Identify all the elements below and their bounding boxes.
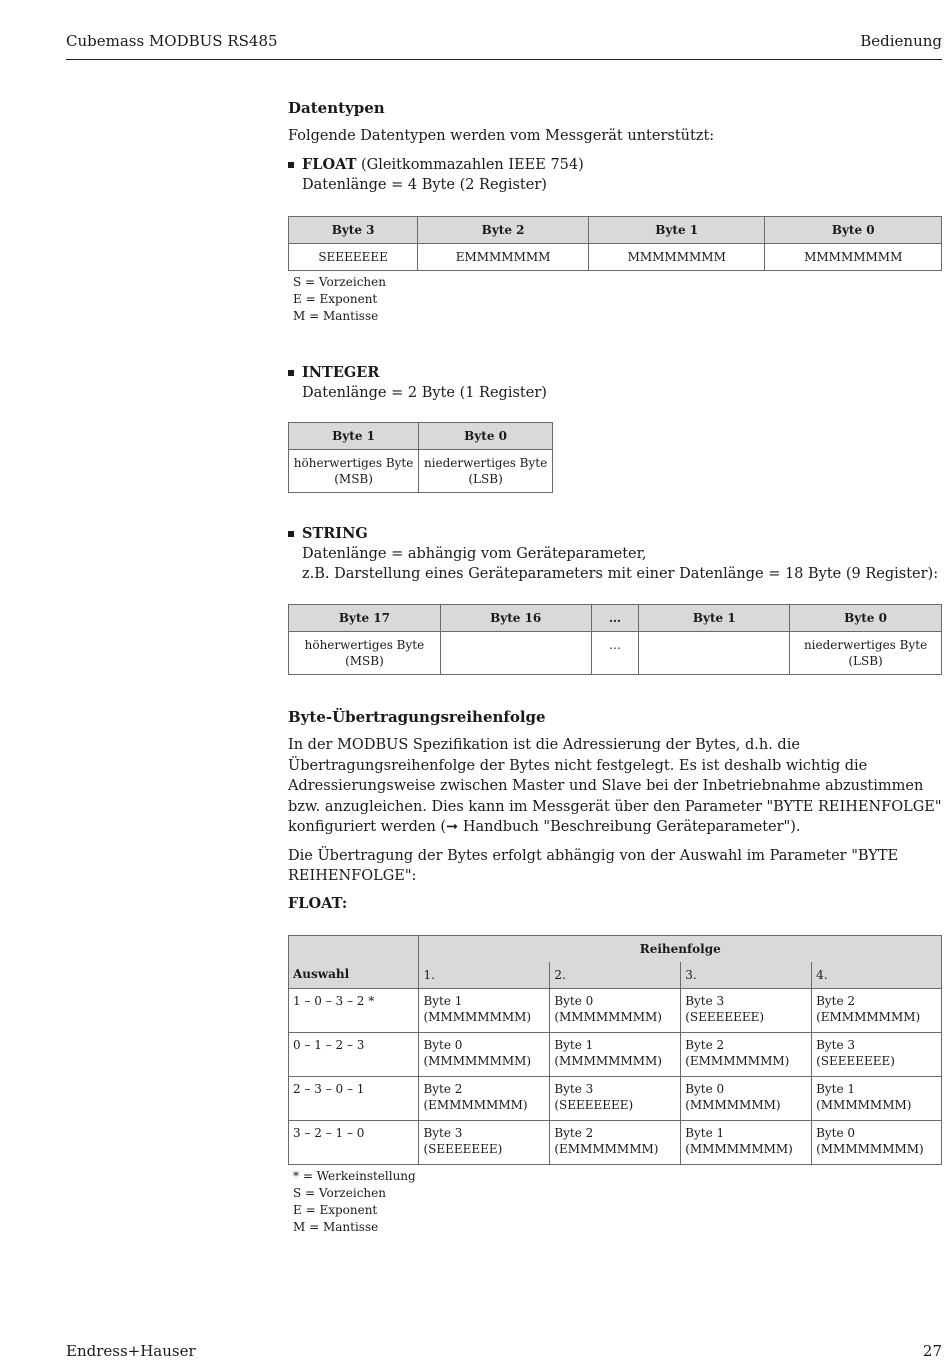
float-value-cell: EMMMMMMM xyxy=(418,244,589,271)
legend-line: S = Vorzeichen xyxy=(293,1185,386,1200)
string-byte-table xyxy=(288,604,942,675)
float-value-cell: MMMMMMMM xyxy=(588,244,765,271)
float-name: FLOAT xyxy=(302,156,357,173)
footer-brand: Endress+Hauser xyxy=(66,1342,196,1360)
table-row xyxy=(289,1076,942,1120)
order-col-header: 2. xyxy=(550,962,681,989)
byte-order-table xyxy=(288,935,942,1165)
order-col-header: 3. xyxy=(681,962,812,989)
table-row xyxy=(289,1120,942,1164)
order-col-header: 4. xyxy=(812,962,942,989)
auswahl-header: Auswahl xyxy=(289,935,419,988)
byteorder-paragraph: In der MODBUS Spezifikation ist die Adressierung der Bytes, d.h. die Übertragungsreihenfolge der Bytes nicht festgelegt. Es ist deshalb wichtig die Adressierungsweise zwischen Master und Slave bei der Inbetriebnahme abzustimmen bzw. anzugleichen. Dies kann im Messgerät über den Parameter "BYTE REIHENFOLGE" konfiguriert werden (➞ Handbuch "Beschreibung Geräteparameter"). xyxy=(288,737,942,835)
integer-value-cell: höherwertiges Byte (MSB) xyxy=(289,450,419,493)
order-cell: Byte 0 (MMMMMMMM) xyxy=(419,1032,550,1076)
string-name: STRING xyxy=(302,525,368,542)
string-value-cell: höherwertiges Byte (MSB) xyxy=(289,632,441,675)
legend-line: M = Mantisse xyxy=(293,309,379,323)
order-cell: Byte 1 (MMMMMMMM) xyxy=(550,1032,681,1076)
main-content xyxy=(288,98,942,1236)
order-cell: Byte 1 (MMMMMMMM) xyxy=(419,988,550,1032)
string-header-cell: Byte 1 xyxy=(639,605,790,632)
auswahl-cell: 2 – 3 – 0 – 1 xyxy=(289,1076,419,1120)
section-title-byteorder: Byte-Übertragungsreihenfolge xyxy=(288,708,546,726)
order-cell: Byte 2 (EMMMMMMM) xyxy=(550,1120,681,1164)
bullet-integer xyxy=(288,363,942,403)
float-subtitle: FLOAT: xyxy=(288,894,348,912)
string-header-cell: Byte 17 xyxy=(289,605,441,632)
integer-header-cell: Byte 0 xyxy=(419,423,553,450)
float-length: Datenlänge = 4 Byte (2 Register) xyxy=(302,177,547,193)
float-header-cell: Byte 2 xyxy=(418,217,589,244)
float-legend xyxy=(288,274,942,325)
order-cell: Byte 3 (SEEEEEEE) xyxy=(419,1120,550,1164)
auswahl-cell: 1 – 0 – 3 – 2 * xyxy=(289,988,419,1032)
integer-header-cell: Byte 1 xyxy=(289,423,419,450)
float-desc: (Gleitkommazahlen IEEE 754) xyxy=(356,157,584,173)
reihenfolge-header: Reihenfolge xyxy=(419,935,942,962)
running-header-section: Bedienung xyxy=(860,32,942,50)
bullet-float xyxy=(288,155,942,195)
order-cell: Byte 0 (MMMMMMMM) xyxy=(550,988,681,1032)
integer-length: Datenlänge = 2 Byte (1 Register) xyxy=(302,385,547,401)
legend-line: E = Exponent xyxy=(293,292,378,306)
legend-line: S = Vorzeichen xyxy=(293,275,386,289)
order-cell: Byte 2 (EMMMMMMM) xyxy=(419,1076,550,1120)
order-cell: Byte 0 (MMMMMMM) xyxy=(681,1076,812,1120)
table-row xyxy=(289,988,942,1032)
auswahl-cell: 0 – 1 – 2 – 3 xyxy=(289,1032,419,1076)
bullet-string xyxy=(288,524,942,584)
float-header-cell: Byte 0 xyxy=(765,217,942,244)
section-title-datentypen: Datentypen xyxy=(288,99,385,117)
table-row xyxy=(289,1032,942,1076)
order-cell: Byte 3 (SEEEEEEE) xyxy=(812,1032,942,1076)
bullet-square-icon xyxy=(288,162,294,168)
integer-byte-table xyxy=(288,422,553,493)
string-value-cell: … xyxy=(591,632,639,675)
legend-line: M = Mantisse xyxy=(293,1219,379,1234)
order-cell: Byte 1 (MMMMMMM) xyxy=(812,1076,942,1120)
integer-name: INTEGER xyxy=(302,364,380,381)
legend-line: E = Exponent xyxy=(293,1202,378,1217)
float-value-cell: SEEEEEEE xyxy=(289,244,418,271)
order-cell: Byte 0 (MMMMMMMM) xyxy=(812,1120,942,1164)
bullet-square-icon xyxy=(288,370,294,376)
string-value-cell: niederwertiges Byte (LSB) xyxy=(790,632,942,675)
string-header-cell: Byte 16 xyxy=(440,605,591,632)
order-col-header: 1. xyxy=(419,962,550,989)
string-example: z.B. Darstellung eines Geräteparameters mit einer Datenlänge = 18 Byte (9 Register): xyxy=(302,566,939,582)
float-byte-table xyxy=(288,216,942,271)
order-cell: Byte 1 (MMMMMMMM) xyxy=(681,1120,812,1164)
auswahl-cell: 3 – 2 – 1 – 0 xyxy=(289,1120,419,1164)
order-cell: Byte 3 (SEEEEEEE) xyxy=(681,988,812,1032)
datatypes-intro: Folgende Datentypen werden vom Messgerät unterstützt: xyxy=(288,128,715,144)
string-length: Datenlänge = abhängig vom Geräteparameter, xyxy=(302,546,647,562)
legend-line: * = Werkeinstellung xyxy=(293,1168,416,1183)
float-header-cell: Byte 3 xyxy=(289,217,418,244)
string-header-cell: … xyxy=(591,605,639,632)
float-value-cell: MMMMMMMM xyxy=(765,244,942,271)
float-header-cell: Byte 1 xyxy=(588,217,765,244)
integer-value-cell: niederwertiges Byte (LSB) xyxy=(419,450,553,493)
header-rule xyxy=(66,59,942,60)
string-value-cell xyxy=(440,632,591,675)
order-cell: Byte 2 (EMMMMMMM) xyxy=(681,1032,812,1076)
order-cell: Byte 2 (EMMMMMMM) xyxy=(812,988,942,1032)
byteorder-legend xyxy=(288,1168,942,1236)
order-cell: Byte 3 (SEEEEEEE) xyxy=(550,1076,681,1120)
page-number: 27 xyxy=(922,1342,942,1360)
running-header-title: Cubemass MODBUS RS485 xyxy=(66,32,278,50)
bullet-square-icon xyxy=(288,531,294,537)
byteorder-paragraph-2: Die Übertragung der Bytes erfolgt abhängig von der Auswahl im Parameter "BYTE REIHENFOLGE": xyxy=(288,847,899,884)
string-value-cell xyxy=(639,632,790,675)
string-header-cell: Byte 0 xyxy=(790,605,942,632)
